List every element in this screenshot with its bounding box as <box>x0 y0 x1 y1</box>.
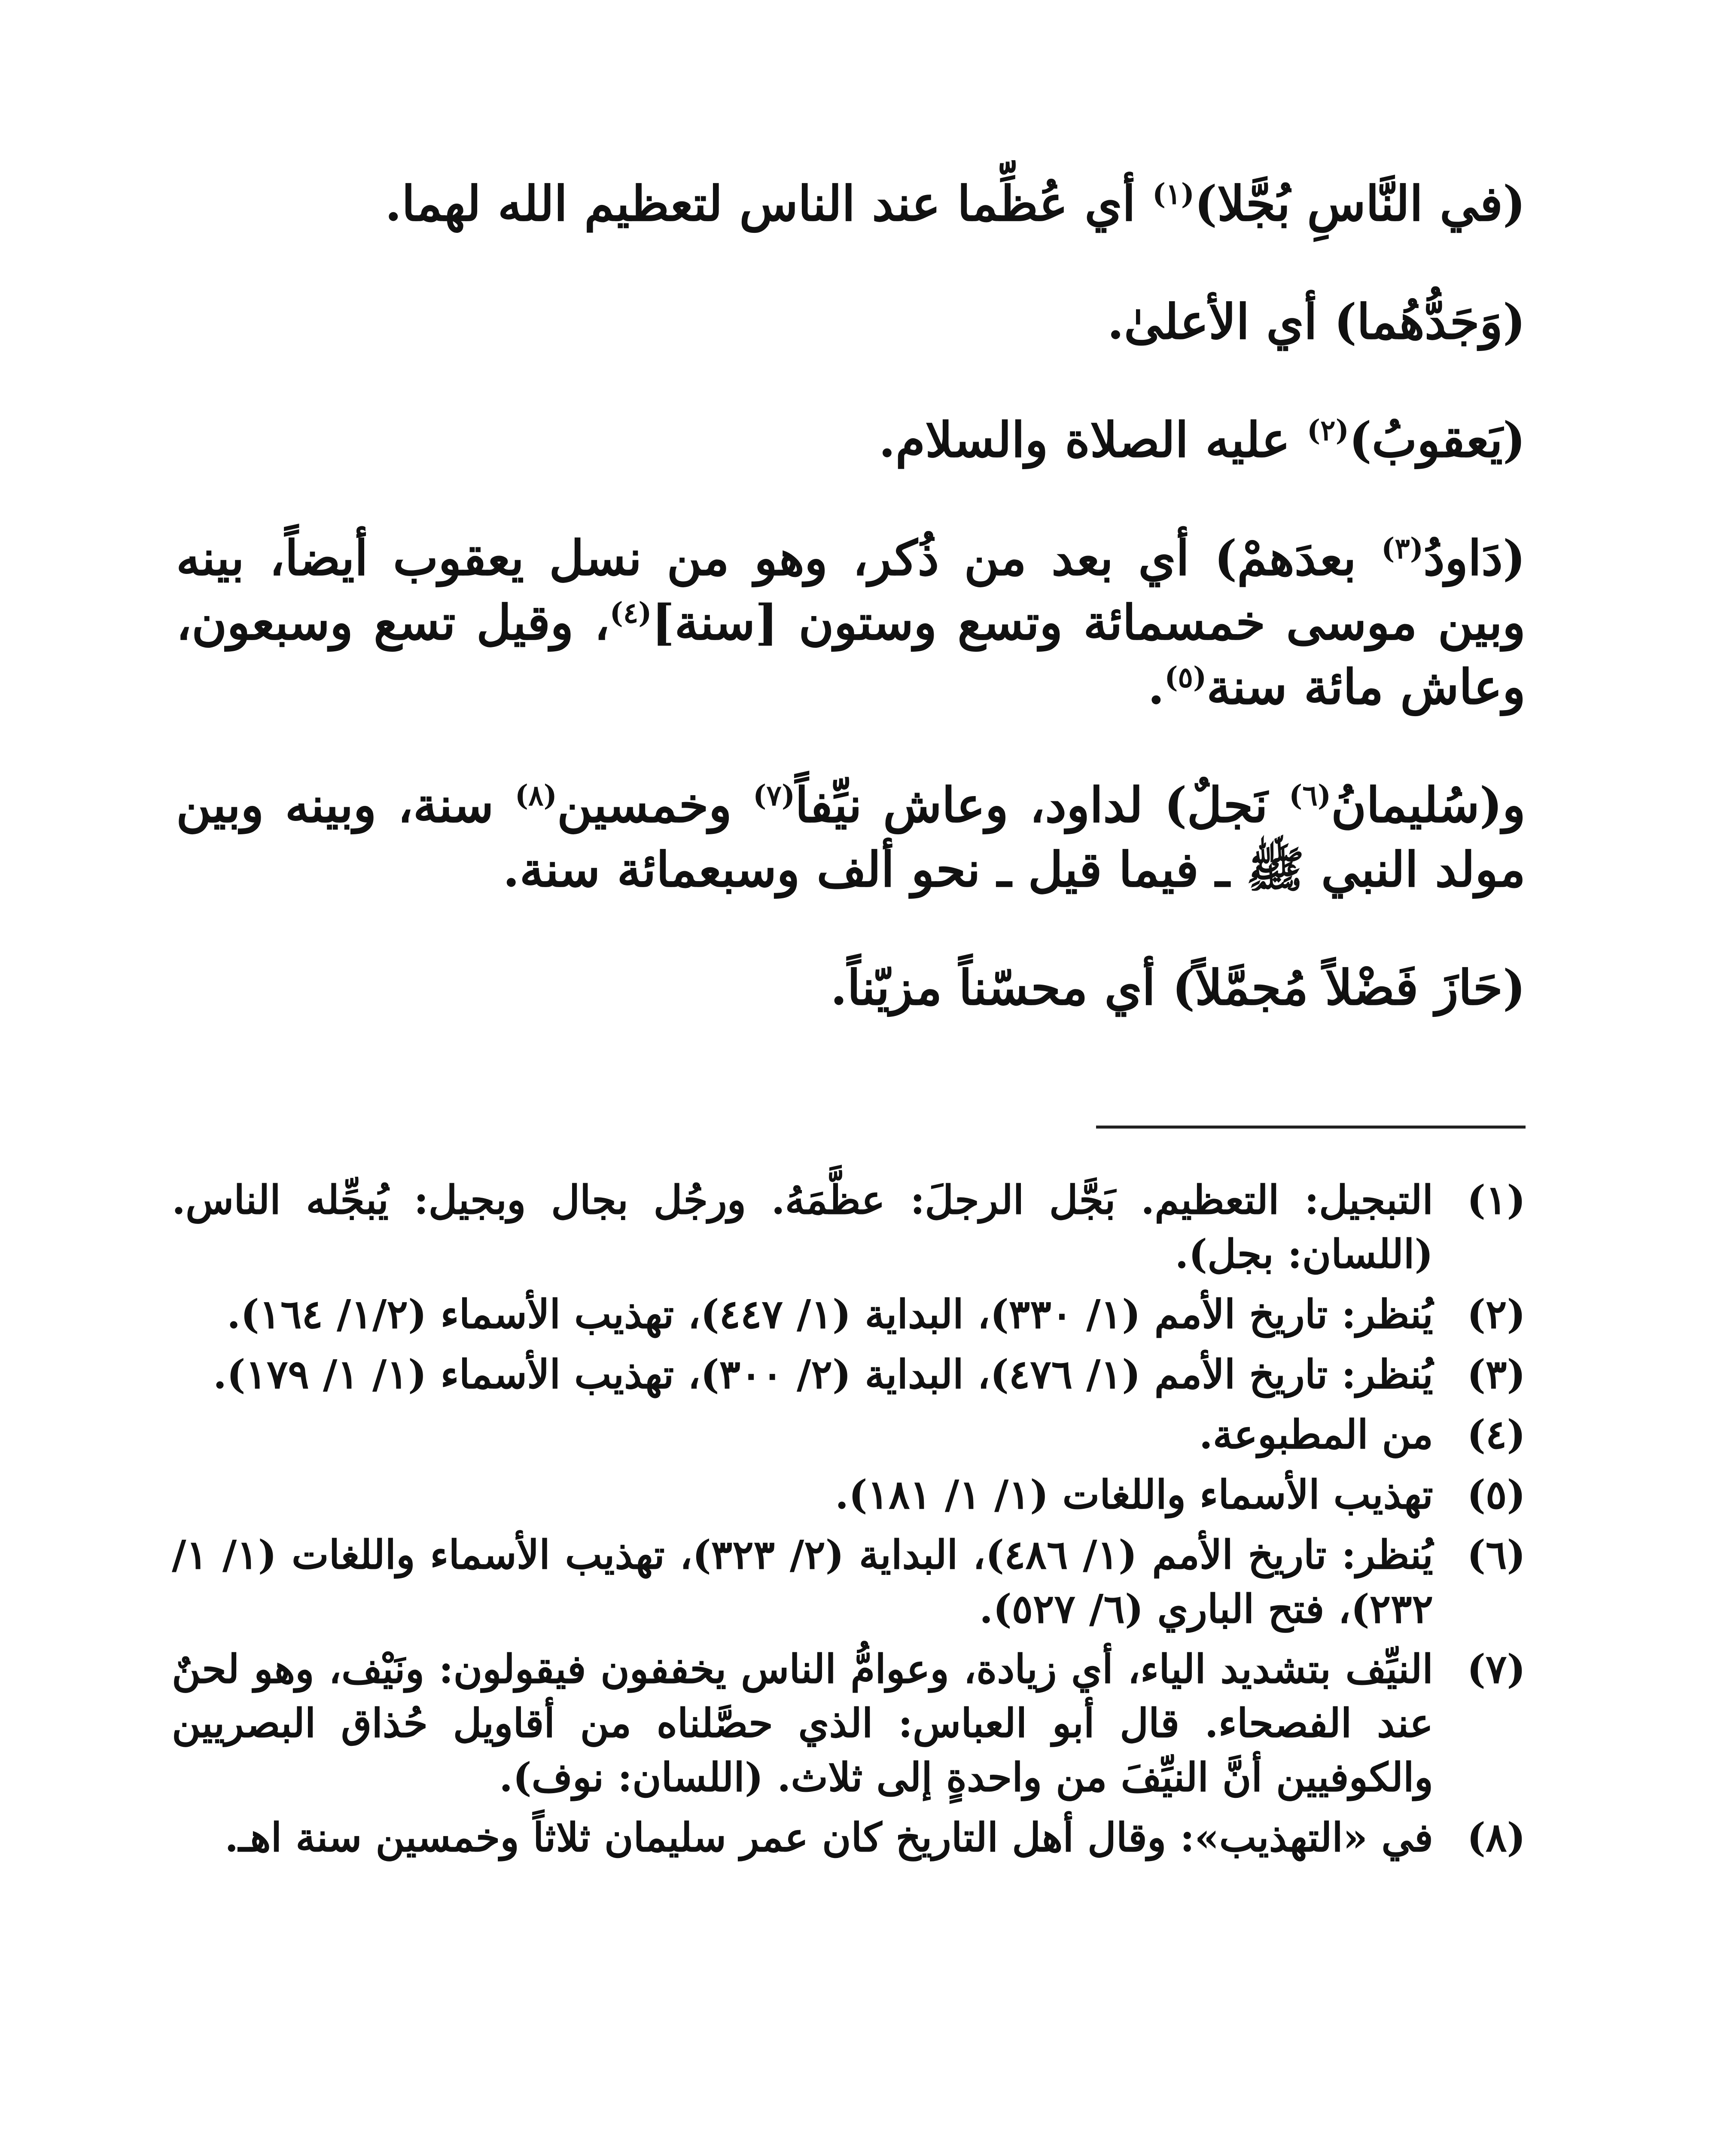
footnote-marker: (٤) <box>609 596 652 630</box>
footnote-item <box>172 1287 1526 1341</box>
paragraph-text: وخمسين <box>557 777 753 833</box>
footnote-number: (٨) <box>1467 1814 1526 1861</box>
footnote-text: تهذيب الأسماء واللغات (١/ ١/ ١٨١). <box>835 1471 1433 1518</box>
footnote-number: (٢) <box>1467 1291 1526 1337</box>
footnote-number: (٦) <box>1467 1532 1526 1578</box>
footnote-marker: (١) <box>1152 177 1194 211</box>
paragraph-text: (وَجَدُّهُما) أي الأعلىٰ. <box>1107 294 1526 350</box>
footnote-text: يُنظر: تاريخ الأمم (١/ ٤٨٦)، البداية (٢/ ٣٢٣)، تهذيب الأسماء واللغات (١/ ١/ ٢٣٢)، فتح الباري (٦/ ٥٢٧). <box>172 1532 1433 1632</box>
footnote-marker: (٥) <box>1164 660 1207 694</box>
footnote-item <box>172 1528 1526 1636</box>
paragraph-5 <box>176 773 1526 902</box>
footnote-marker: (٦) <box>1289 778 1331 812</box>
footnote-text: في «التهذيب»: وقال أهل التاريخ كان عمر سليمان ثلاثاً وخمسين سنة اهـ. <box>225 1814 1433 1861</box>
footnote-text: النيِّف بتشديد الياء، أي زيادة، وعوامُّ الناس يخففون فيقولون: ونَيْف، وهو لحنٌ عند الفصحاء. قال أبو العباس: الذي حصَّلناه من أقاويل حُذاق البصريين والكوفيين أنَّ النيِّفَ من واحدةٍ إلى ثلاث. (اللسان: نوف). <box>172 1646 1433 1800</box>
paragraph-2 <box>176 290 1526 354</box>
footnote-item <box>172 1642 1526 1804</box>
footnote-number: (٣) <box>1467 1351 1526 1397</box>
footnote-marker: (٨) <box>515 778 557 812</box>
paragraph-6 <box>176 956 1526 1020</box>
paragraph-text: (دَاودُ <box>1423 530 1526 586</box>
footnote-item <box>172 1407 1526 1461</box>
footnote-marker: (٢) <box>1307 413 1349 447</box>
paragraph-text: . <box>1148 659 1165 715</box>
paragraph-4 <box>176 526 1526 720</box>
footnote-text: يُنظر: تاريخ الأمم (١/ ٤٧٦)، البداية (٢/ ٣٠٠)، تهذيب الأسماء (١/ ١/ ١٧٩). <box>213 1351 1433 1397</box>
footnote-marker: (٣) <box>1381 531 1424 565</box>
paragraph-text: (حَازَ فَضْلاً مُجمَّلاً) أي محسّناً مزيّناً. <box>830 960 1526 1016</box>
footnote-item <box>172 1810 1526 1864</box>
paragraph-text: سنة، وبينه وبين مولد النبي ﷺ ـ فيما قيل ـ نحو ألف وسبعمائة سنة. <box>176 777 1526 898</box>
paragraph-text: (في النَّاسِ بُجَّلا) <box>1194 176 1526 232</box>
paragraph-text: (يَعقوبُ) <box>1349 412 1526 468</box>
footnote-marker: (٧) <box>753 778 795 812</box>
main-text <box>176 172 1526 1074</box>
footnote-number: (٧) <box>1467 1646 1526 1692</box>
footnote-text: من المطبوعة. <box>1199 1411 1433 1458</box>
paragraph-1 <box>176 172 1526 236</box>
footnote-item <box>172 1173 1526 1281</box>
footnote-item <box>172 1347 1526 1401</box>
paragraph-text: و(سُليمانُ <box>1331 777 1526 833</box>
footnote-text: التبجيل: التعظيم. بَجَّل الرجلَ: عظَّمَهُ. ورجُل بجال وبجيل: يُبجِّله الناس. (اللسان: بجل). <box>172 1177 1433 1277</box>
footnotes <box>172 1173 1526 1870</box>
footnote-number: (٤) <box>1467 1411 1526 1458</box>
footnote-item <box>172 1468 1526 1522</box>
paragraph-text: ، وقيل تسع وسبعون، وعاش مائة سنة <box>176 595 1526 715</box>
footnote-number: (٥) <box>1467 1471 1526 1518</box>
paragraph-text: بعدَهمْ) أي بعد من ذُكر، وهو من نسل يعقوب أيضاً، بينه وبين موسى خمسمائة وتسع وستون [سنة] <box>176 530 1526 651</box>
paragraph-text: عليه الصلاة والسلام. <box>878 412 1307 468</box>
paragraph-text: أي عُظِّما عند الناس لتعظيم الله لهما. <box>385 176 1153 232</box>
footnote-divider <box>1096 1126 1526 1129</box>
paragraph-text: نَجلٌ) لداود، وعاش نيِّفاً <box>795 777 1289 833</box>
footnote-number: (١) <box>1467 1177 1526 1223</box>
footnote-text: يُنظر: تاريخ الأمم (١/ ٣٣٠)، البداية (١/ ٤٤٧)، تهذيب الأسماء (١/٢/ ١٦٤). <box>227 1291 1433 1337</box>
paragraph-3 <box>176 408 1526 473</box>
